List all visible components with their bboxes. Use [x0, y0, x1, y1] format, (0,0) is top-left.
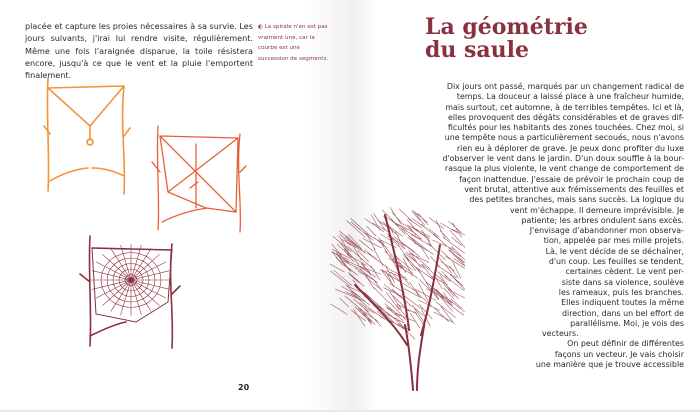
body-line: direction, dans un bel effort de [562, 308, 684, 318]
body-line: rien eu à déplorer de grave. Je peux donc profiter du luxe [456, 143, 684, 153]
body-line: certaines cèdent. Le vent per- [565, 267, 684, 277]
title-line-2: du saule [425, 37, 530, 63]
body-line: elles provoquent des dégâts considérables et de graves dif- [447, 112, 684, 122]
body-line: Elles indiquent toutes la même [561, 298, 684, 308]
body-line: rasque la plus violente, le vent change de comportement de [444, 164, 684, 174]
body-line: parallélisme. Moi, je vois des [570, 318, 684, 328]
body-line: vecteurs. [542, 329, 579, 339]
body-line: Dix jours ont passé, marqués par un changement radical de [446, 82, 684, 91]
body-line: d'observer le vent dans le jardin. D'un doux souffle à la bour- [442, 154, 684, 164]
body-line: J'envisage d'abandonner mon observa- [529, 226, 684, 236]
spider-web-drawing-simple [40, 76, 132, 196]
page-number: 20 [238, 383, 250, 392]
left-page [0, 0, 350, 410]
body-line: une manière que je trouve accessible [535, 360, 684, 370]
spider-web-drawing-spiral [76, 232, 182, 352]
body-line: vent brutal, attentive aux frémissements des feuilles et [464, 184, 684, 194]
body-line: façon inattendue. J'essaie de prévoir le prochain coup de [459, 174, 684, 184]
body-line: les rameaux, puis les branches. [558, 287, 684, 297]
spider-web-drawing-frame [148, 122, 248, 234]
chapter-title [425, 16, 588, 62]
body-line: mais surtout, cet automne, à de terribles tempêtes. Ici et là, [445, 102, 684, 112]
body-line: On peut définir de différentes [567, 339, 684, 349]
body-line: des petites branches, mais sans succès. La logique du [469, 195, 684, 205]
title-line-1: La géométrie [425, 14, 588, 40]
body-line: tion, appelée par mes mille projets. [543, 236, 684, 246]
body-line: patiente; les arbres ondulent sans excès. [521, 215, 684, 225]
body-line: une tempête nous a particulièrement secoués, nous n'avons [444, 133, 684, 143]
body-line: vent m'échappe. Il demeure imprévisible. Je [510, 205, 684, 215]
sidenote: ◐ La spirale n'en est pas vraiment une, car la courbe est une succession de segments. [258, 24, 329, 62]
body-paragraph: placée et capture les proies nécessaires à sa survie. Les jours suivants, j'irai lui rendre visite, régulièrement. Même une fois l'araignée disparue, la toile résistera encore, jusqu'à ce que le vent et la pluie l'emportent finalement. [25, 21, 253, 81]
body-line: façons un vecteur. Je vais choisir [554, 349, 684, 359]
body-line: Là, le vent décide de se déchaîner, [545, 246, 684, 256]
body-line: siste dans sa violence, soulève [561, 277, 684, 287]
body-line: ficultés pour les habitants des zones touchées. Chez moi, si [447, 123, 684, 133]
willow-tree-drawing [325, 195, 465, 395]
body-line: d'un coup. Les feuilles se tendent, [548, 257, 684, 267]
body-line: temps. La douceur a laissé place à une fraîcheur humide, [456, 92, 684, 102]
